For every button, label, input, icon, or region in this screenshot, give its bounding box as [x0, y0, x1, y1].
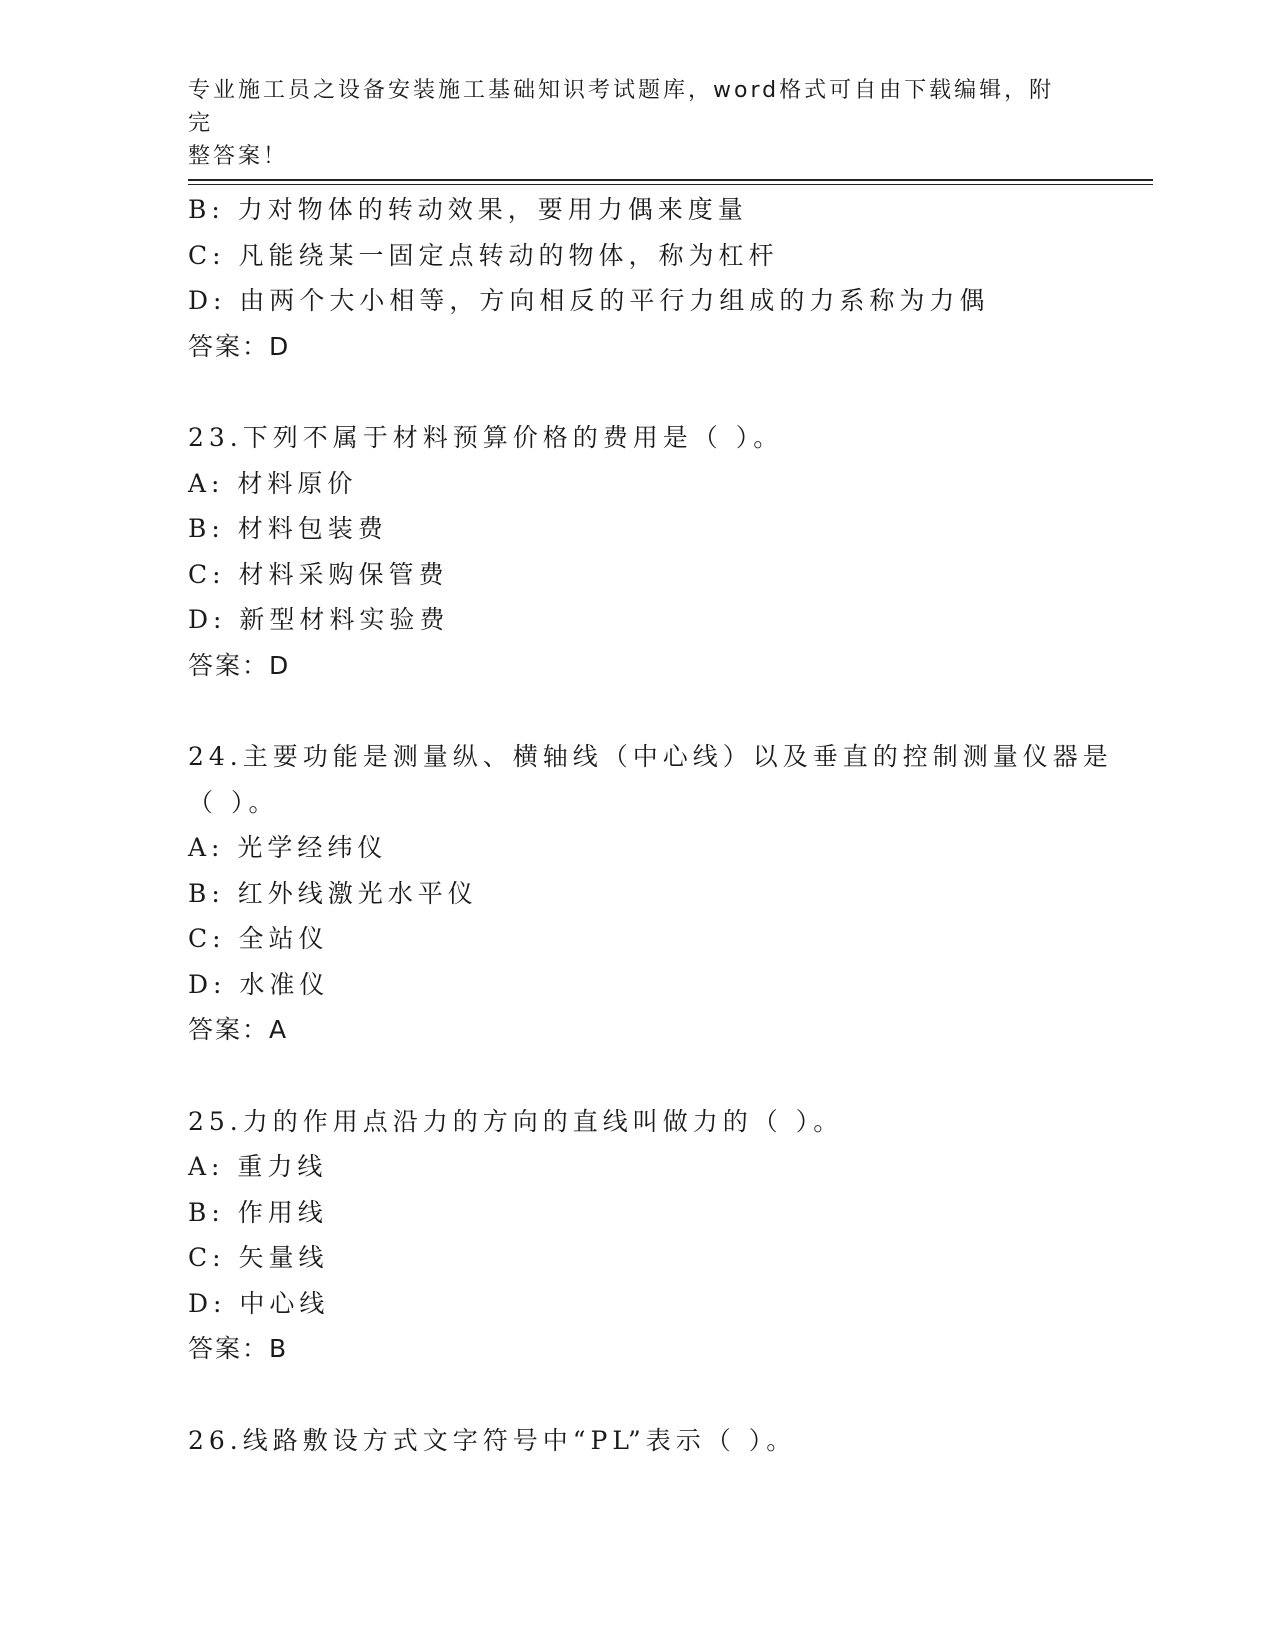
question-24: [188, 734, 1113, 1053]
option-b: B: 红外线激光水平仪: [188, 878, 478, 908]
answer: 答案：B: [188, 1334, 289, 1363]
answer: 答案：D: [188, 331, 291, 361]
question-text-line-1: 24.主要功能是测量纵、横轴线（中心线）以及垂直的控制测量仪器是: [188, 742, 1113, 771]
answer: 答案：A: [188, 1015, 289, 1044]
question-26: [188, 1418, 1088, 1464]
question-list: [188, 187, 1113, 1463]
option-b: B: 作用线: [188, 1197, 328, 1227]
spacer: [188, 1053, 1088, 1099]
option-d: D: 新型材料实验费: [188, 605, 450, 634]
option-c: C: 全站仪: [188, 924, 329, 953]
header-line-2: 整答案！: [188, 144, 289, 169]
spacer: [188, 688, 1088, 734]
option-c: C: 材料采购保管费: [188, 559, 449, 589]
option-d: D: 由两个大小相等，方向相反的平行力组成的力系称为力偶: [188, 286, 990, 315]
option-d: D: 中心线: [188, 1288, 330, 1318]
question-text: 25.力的作用点沿力的方向的直线叫做力的（ ）。: [188, 1106, 844, 1136]
option-a: A: 光学经纬仪: [188, 833, 388, 862]
spacer: [188, 369, 1088, 415]
question-23: [188, 415, 1088, 688]
question-22-continued: [188, 187, 1088, 369]
header-rule-thick: [188, 179, 1153, 181]
option-b: B: 材料包装费: [188, 514, 388, 543]
question-text-line-2: （ ）。: [188, 787, 279, 817]
answer: 答案：D: [188, 650, 291, 680]
option-c: C: 凡能绕某一固定点转动的物体，称为杠杆: [188, 240, 779, 270]
document-header: [188, 74, 1068, 173]
question-25: [188, 1099, 1088, 1372]
option-c: C: 矢量线: [188, 1243, 329, 1272]
spacer: [188, 1372, 1088, 1418]
option-d: D: 水准仪: [188, 969, 330, 999]
option-a: A: 重力线: [188, 1152, 328, 1181]
question-text: 23.下列不属于材料预算价格的费用是（ ）。: [188, 423, 784, 452]
option-a: A: 材料原价: [188, 468, 358, 498]
question-text: 26.线路敷设方式文字符号中“PL”表示（ ）。: [188, 1425, 797, 1455]
option-b: B: 力对物体的转动效果，要用力偶来度量: [188, 195, 748, 224]
header-line-1: 专业施工员之设备安装施工基础知识考试题库，word格式可自由下载编辑，附完: [188, 78, 1055, 136]
header-rule-thin: [188, 184, 1153, 185]
